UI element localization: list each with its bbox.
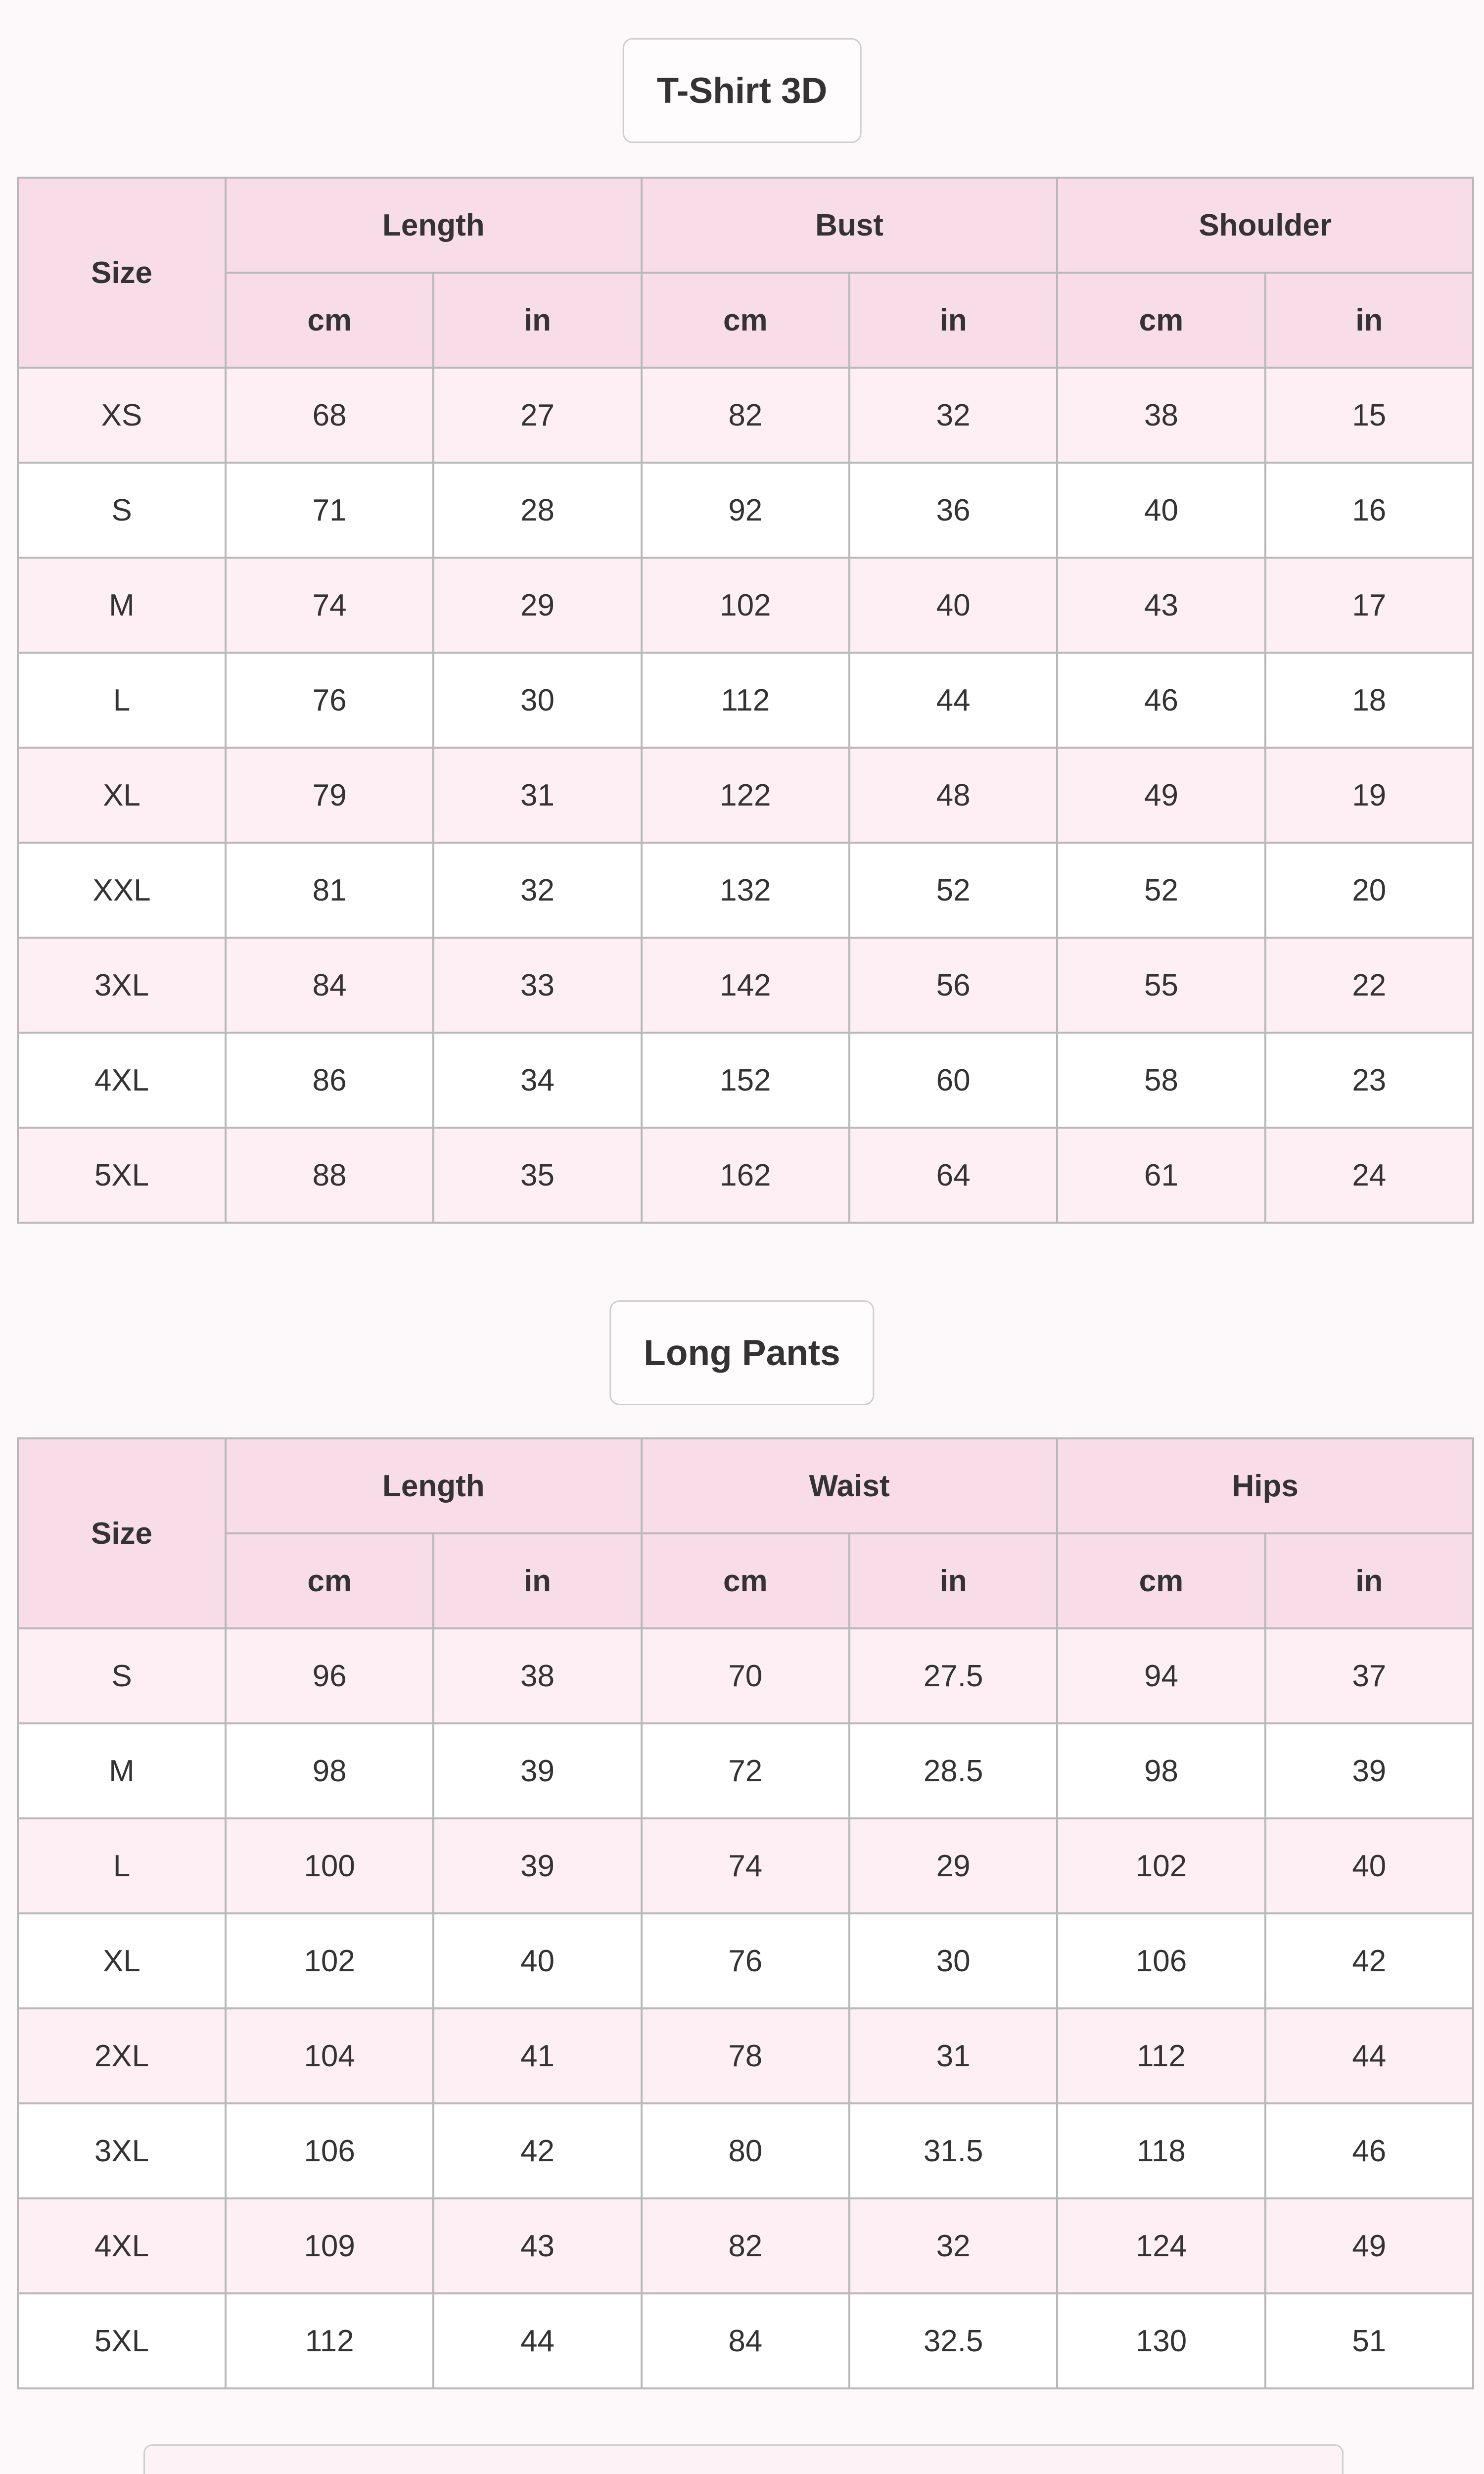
unit-header: cm: [1057, 273, 1265, 368]
table-row: [18, 558, 1473, 653]
measurement-cell: 31: [849, 2008, 1057, 2103]
size-cell: XS: [18, 368, 226, 463]
table-row: [18, 368, 1473, 463]
measurement-cell: 29: [849, 1818, 1057, 1913]
measurement-cell: 27: [433, 368, 641, 463]
measurement-cell: 132: [642, 843, 849, 938]
unit-header: in: [1265, 1533, 1473, 1628]
size-cell: 5XL: [18, 1128, 226, 1223]
measurement-cell: 84: [642, 2293, 849, 2388]
size-cell: XL: [18, 1913, 226, 2008]
measurement-cell: 46: [1265, 2103, 1473, 2198]
measurement-cell: 40: [849, 558, 1057, 653]
measurement-cell: 74: [226, 558, 433, 653]
measurement-cell: 40: [1265, 1818, 1473, 1913]
measurement-cell: 40: [433, 1913, 641, 2008]
measurement-cell: 36: [849, 463, 1057, 558]
measurement-cell: 24: [1265, 1128, 1473, 1223]
measurement-cell: 56: [849, 938, 1057, 1033]
measurement-cell: 76: [642, 1913, 849, 2008]
pants-table-body: [18, 1628, 1473, 2388]
hips-group-header: Hips: [1057, 1438, 1473, 1533]
measurement-cell: 70: [642, 1628, 849, 1723]
unit-header: in: [849, 1533, 1057, 1628]
measurement-cell: 74: [642, 1818, 849, 1913]
measurement-cell: 112: [226, 2293, 433, 2388]
tshirt-table-body: [18, 368, 1473, 1223]
bust-group-header: Bust: [642, 178, 1058, 273]
table-group-header-row: [18, 1438, 1473, 1533]
unit-header: cm: [1057, 1533, 1265, 1628]
measurement-cell: 80: [642, 2103, 849, 2198]
measurement-cell: 102: [1057, 1818, 1265, 1913]
measurement-cell: 106: [226, 2103, 433, 2198]
table-unit-header-row: [18, 1533, 1473, 1628]
measurement-cell: 43: [433, 2198, 641, 2293]
measurement-cell: 124: [1057, 2198, 1265, 2293]
size-cell: 4XL: [18, 1033, 226, 1128]
waist-group-header: Waist: [642, 1438, 1058, 1533]
table-row: [18, 748, 1473, 843]
measurement-cell: 86: [226, 1033, 433, 1128]
measurement-cell: 39: [1265, 1723, 1473, 1818]
table-row: [18, 2198, 1473, 2293]
pants-title: Long Pants: [609, 1300, 874, 1405]
measurement-cell: 72: [642, 1723, 849, 1818]
unit-header: cm: [226, 273, 433, 368]
measurement-cell: 42: [1265, 1913, 1473, 2008]
measurement-cell: 96: [226, 1628, 433, 1723]
table-row: [18, 463, 1473, 558]
table-row: [18, 1128, 1473, 1223]
measurement-cell: 92: [642, 463, 849, 558]
table-row: [18, 2008, 1473, 2103]
measurement-cell: 52: [1057, 843, 1265, 938]
measurement-cell: 28: [433, 463, 641, 558]
table-row: [18, 2293, 1473, 2388]
size-cell: M: [18, 1723, 226, 1818]
measurement-cell: 112: [1057, 2008, 1265, 2103]
measurement-cell: 130: [1057, 2293, 1265, 2388]
measurement-cell: 44: [1265, 2008, 1473, 2103]
measurement-cell: 102: [226, 1913, 433, 2008]
table-row: [18, 2103, 1473, 2198]
size-column-header: Size: [18, 1438, 226, 1628]
measurement-cell: 104: [226, 2008, 433, 2103]
measurement-note: [143, 2444, 1344, 2474]
measurement-cell: 79: [226, 748, 433, 843]
measurement-cell: 32: [849, 368, 1057, 463]
size-cell: 3XL: [18, 2103, 226, 2198]
measurement-cell: 98: [1057, 1723, 1265, 1818]
measurement-cell: 42: [433, 2103, 641, 2198]
measurement-cell: 32: [433, 843, 641, 938]
measurement-cell: 30: [849, 1913, 1057, 2008]
shoulder-group-header: Shoulder: [1057, 178, 1473, 273]
tshirt-size-table: [17, 177, 1474, 1224]
measurement-cell: 31: [433, 748, 641, 843]
table-row: [18, 1913, 1473, 2008]
measurement-cell: 17: [1265, 558, 1473, 653]
measurement-cell: 20: [1265, 843, 1473, 938]
table-row: [18, 1818, 1473, 1913]
measurement-cell: 82: [642, 2198, 849, 2293]
measurement-cell: 49: [1265, 2198, 1473, 2293]
size-cell: S: [18, 463, 226, 558]
measurement-cell: 38: [1057, 368, 1265, 463]
measurement-cell: 55: [1057, 938, 1265, 1033]
size-cell: XL: [18, 748, 226, 843]
measurement-cell: 76: [226, 653, 433, 748]
measurement-cell: 152: [642, 1033, 849, 1128]
measurement-cell: 81: [226, 843, 433, 938]
measurement-cell: 43: [1057, 558, 1265, 653]
table-unit-header-row: [18, 273, 1473, 368]
size-cell: M: [18, 558, 226, 653]
measurement-cell: 122: [642, 748, 849, 843]
measurement-cell: 33: [433, 938, 641, 1033]
table-row: [18, 938, 1473, 1033]
measurement-cell: 88: [226, 1128, 433, 1223]
measurement-cell: 39: [433, 1818, 641, 1913]
table-row: [18, 1033, 1473, 1128]
measurement-cell: 34: [433, 1033, 641, 1128]
measurement-cell: 60: [849, 1033, 1057, 1128]
unit-header: cm: [226, 1533, 433, 1628]
measurement-cell: 32.5: [849, 2293, 1057, 2388]
measurement-cell: 162: [642, 1128, 849, 1223]
size-cell: 3XL: [18, 938, 226, 1033]
measurement-cell: 31.5: [849, 2103, 1057, 2198]
unit-header: cm: [642, 1533, 849, 1628]
measurement-cell: 102: [642, 558, 849, 653]
unit-header: cm: [642, 273, 849, 368]
measurement-cell: 46: [1057, 653, 1265, 748]
size-cell: S: [18, 1628, 226, 1723]
measurement-cell: 64: [849, 1128, 1057, 1223]
measurement-cell: 19: [1265, 748, 1473, 843]
measurement-cell: 112: [642, 653, 849, 748]
measurement-cell: 29: [433, 558, 641, 653]
unit-header: in: [433, 1533, 641, 1628]
measurement-cell: 38: [433, 1628, 641, 1723]
measurement-cell: 44: [433, 2293, 641, 2388]
measurement-cell: 22: [1265, 938, 1473, 1033]
measurement-cell: 98: [226, 1723, 433, 1818]
unit-header: in: [849, 273, 1057, 368]
measurement-cell: 71: [226, 463, 433, 558]
measurement-cell: 39: [433, 1723, 641, 1818]
measurement-cell: 78: [642, 2008, 849, 2103]
measurement-cell: 40: [1057, 463, 1265, 558]
measurement-cell: 30: [433, 653, 641, 748]
unit-header: in: [433, 273, 641, 368]
measurement-cell: 52: [849, 843, 1057, 938]
length-group-header: Length: [226, 1438, 642, 1533]
table-row: [18, 843, 1473, 938]
measurement-cell: 51: [1265, 2293, 1473, 2388]
measurement-cell: 84: [226, 938, 433, 1033]
table-row: [18, 1628, 1473, 1723]
table-group-header-row: [18, 178, 1473, 273]
measurement-cell: 28.5: [849, 1723, 1057, 1818]
table-row: [18, 1723, 1473, 1818]
size-cell: 4XL: [18, 2198, 226, 2293]
table-row: [18, 653, 1473, 748]
measurement-cell: 61: [1057, 1128, 1265, 1223]
size-cell: L: [18, 1818, 226, 1913]
size-cell: XXL: [18, 843, 226, 938]
measurement-cell: 37: [1265, 1628, 1473, 1723]
size-column-header: Size: [18, 178, 226, 368]
measurement-cell: 35: [433, 1128, 641, 1223]
measurement-cell: 48: [849, 748, 1057, 843]
measurement-cell: 94: [1057, 1628, 1265, 1723]
unit-header: in: [1265, 273, 1473, 368]
measurement-cell: 58: [1057, 1033, 1265, 1128]
measurement-cell: 49: [1057, 748, 1265, 843]
measurement-cell: 27.5: [849, 1628, 1057, 1723]
measurement-cell: 15: [1265, 368, 1473, 463]
measurement-cell: 16: [1265, 463, 1473, 558]
size-cell: 2XL: [18, 2008, 226, 2103]
measurement-cell: 118: [1057, 2103, 1265, 2198]
measurement-cell: 142: [642, 938, 849, 1033]
measurement-cell: 44: [849, 653, 1057, 748]
measurement-cell: 18: [1265, 653, 1473, 748]
measurement-cell: 82: [642, 368, 849, 463]
measurement-cell: 100: [226, 1818, 433, 1913]
tshirt-title: T-Shirt 3D: [623, 38, 862, 143]
tshirt-section: [8, 3, 1476, 1249]
measurement-cell: 23: [1265, 1033, 1473, 1128]
measurement-cell: 41: [433, 2008, 641, 2103]
measurement-cell: 32: [849, 2198, 1057, 2293]
size-cell: 5XL: [18, 2293, 226, 2388]
pants-size-table: [17, 1437, 1474, 2389]
length-group-header: Length: [226, 178, 642, 273]
pants-section: [8, 1266, 1476, 2474]
size-cell: L: [18, 653, 226, 748]
measurement-cell: 109: [226, 2198, 433, 2293]
measurement-cell: 68: [226, 368, 433, 463]
measurement-cell: 106: [1057, 1913, 1265, 2008]
